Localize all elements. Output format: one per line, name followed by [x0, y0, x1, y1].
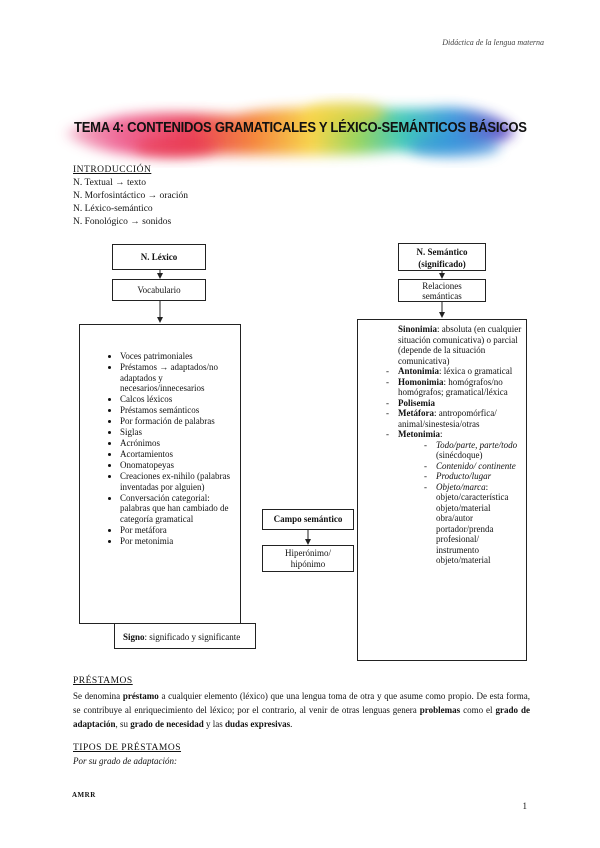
antonimia-desc: : léxica o gramatical [439, 366, 513, 376]
list-item: • Acrónimos [120, 438, 240, 449]
para-text: Se denomina [73, 691, 123, 701]
intro-heading: INTRODUCCIÓN [73, 165, 152, 175]
signo-label: Signo [123, 632, 145, 642]
relaciones-semanticas-label: Relaciones semánticas [422, 281, 462, 301]
signo-definition: : significado y significante [144, 632, 241, 642]
metonimia-producto: Producto/lugar [436, 471, 492, 481]
list-item: - Antonimia: léxica o gramatical [386, 366, 513, 376]
page-number: 1 [522, 801, 527, 811]
vocabulario-box [112, 279, 206, 301]
tipos-subheading: Por su grado de adaptación: [73, 756, 177, 766]
para-text: , su [115, 719, 131, 729]
vocabulario-label: Vocabulario [137, 285, 181, 295]
prestamos-heading: PRÉSTAMOS [73, 676, 133, 686]
campo-semantico-box [262, 509, 354, 530]
sinonimia-term: Sinonimia [398, 324, 438, 334]
para-text: . [290, 719, 293, 729]
metonimia-contenido: Contenido/ continente [436, 460, 516, 471]
semantico-level-box [398, 243, 486, 271]
para-bold: dudas expresivas [225, 719, 291, 729]
tipos-heading: TIPOS DE PRÉSTAMOS [73, 743, 182, 753]
list-item: • Por metonimia [120, 536, 240, 547]
intro-line: N. Textual → texto [73, 178, 147, 188]
metafora-desc: : antropomórfica/ animal/sinestesia/otras [398, 408, 497, 429]
vocabulary-list-box [79, 324, 241, 624]
vocabulary-list [80, 351, 240, 546]
relaciones-semanticas-box [398, 279, 486, 302]
homonimia-desc: : homógrafos/no homógrafos; gramatical/léxica [398, 376, 508, 397]
prestamos-paragraph [73, 689, 530, 731]
metafora-term: Metáfora [398, 408, 434, 418]
metonimia-objeto: Objeto/marca [436, 481, 486, 492]
list-item: - Polisemia [386, 397, 435, 408]
list-item: - Todo/parte, parte/todo (sinécdoque) [424, 439, 518, 460]
sinonimia-desc: : absoluta (en cualquier situación comunicativa) o parcial (depende de la situación comunicativa) [398, 324, 522, 366]
metonimia-todo: Todo/parte, parte/todo [436, 439, 518, 450]
semantic-relations-list [358, 324, 522, 440]
lexico-level-label: N. Léxico [140, 252, 178, 262]
polisemia-term: Polisemia [398, 397, 435, 408]
intro-line: N. Léxico-semántico [73, 204, 153, 214]
metonimia-term: Metonimia [398, 429, 440, 439]
semantic-relations-box [357, 319, 527, 661]
para-text: como el [460, 705, 496, 715]
list-item: • Siglas [120, 427, 240, 438]
list-item: • Por formación de palabras [120, 416, 240, 427]
metonimia-objeto-extra: : objeto/característica objeto/material obra/autor portador/prenda profesional/ instrumento objeto/material [436, 481, 509, 565]
list-item: • Conversación categorial: palabras que han cambiado de categoría gramatical [120, 493, 240, 525]
author-initials: AMRR [72, 791, 96, 799]
list-item: • Onomatopeyas [120, 460, 240, 471]
list-item: - Metáfora: antropomórfica/ animal/sinestesia/otras [386, 408, 497, 429]
list-item: - Objeto/marca: objeto/característica objeto/material obra/autor portador/prenda profesional/ instrumento objeto/material [424, 481, 509, 565]
metonimia-sublist [358, 440, 522, 566]
campo-semantico-label: Campo semántico [273, 514, 343, 524]
metonimia-todo-extra: (sinécdoque) [436, 450, 483, 460]
semantico-level-sublabel: (significado) [418, 259, 466, 269]
semantico-level-label: N. Semántico [416, 247, 468, 257]
list-item: - Homonimia: homógrafos/no homógrafos; gramatical/léxica [386, 376, 508, 397]
intro-line: N. Fonológico → sonidos [73, 217, 172, 227]
hiperonimo-box [262, 545, 354, 572]
para-bold: grado de necesidad [130, 719, 204, 729]
para-bold: grado de adaptación [73, 705, 530, 729]
list-item [398, 324, 522, 366]
metonimia-desc: : [440, 429, 443, 439]
signo-box [114, 623, 256, 649]
para-bold: problemas [419, 705, 461, 715]
list-item: • Acortamientos [120, 449, 240, 460]
list-item: • Voces patrimoniales [120, 351, 240, 362]
header-subject: Didáctica de la lengua materna [442, 38, 544, 47]
intro-line: N. Morfosintáctico → oración [73, 191, 189, 201]
list-item: • Préstamos semánticos [120, 405, 240, 416]
page-title: TEMA 4: CONTENIDOS GRAMATICALES Y LÉXICO-SEMÁNTICOS BÁSICOS [74, 120, 527, 136]
list-item: - Contenido/ continente [424, 460, 516, 471]
lexico-level-box [112, 244, 206, 270]
para-bold: préstamo [122, 691, 159, 701]
para-text: y las [203, 719, 226, 729]
antonimia-term: Antonimia [398, 366, 440, 376]
list-item: • Calcos léxicos [120, 394, 240, 405]
list-item: - Producto/lugar [424, 471, 492, 481]
list-item: • Por metáfora [120, 525, 240, 536]
hiperonimo-label: Hiperónimo/ hipónimo [285, 548, 331, 569]
para-text: a cualquier elemento (léxico) que una lengua toma de otra y que asume como propio. De esta forma, se contribuye al enriquecimiento del léxico; por el contrario, al venir de otras lenguas genera [73, 691, 530, 715]
homonimia-term: Homonimia [398, 376, 444, 387]
list-item: - Metonimia: [386, 429, 443, 439]
list-item: • Préstamos → adaptados/no adaptados y necesarios/innecesarios [120, 362, 240, 394]
list-item: • Creaciones ex-nihilo (palabras inventadas por alguien) [120, 471, 240, 492]
